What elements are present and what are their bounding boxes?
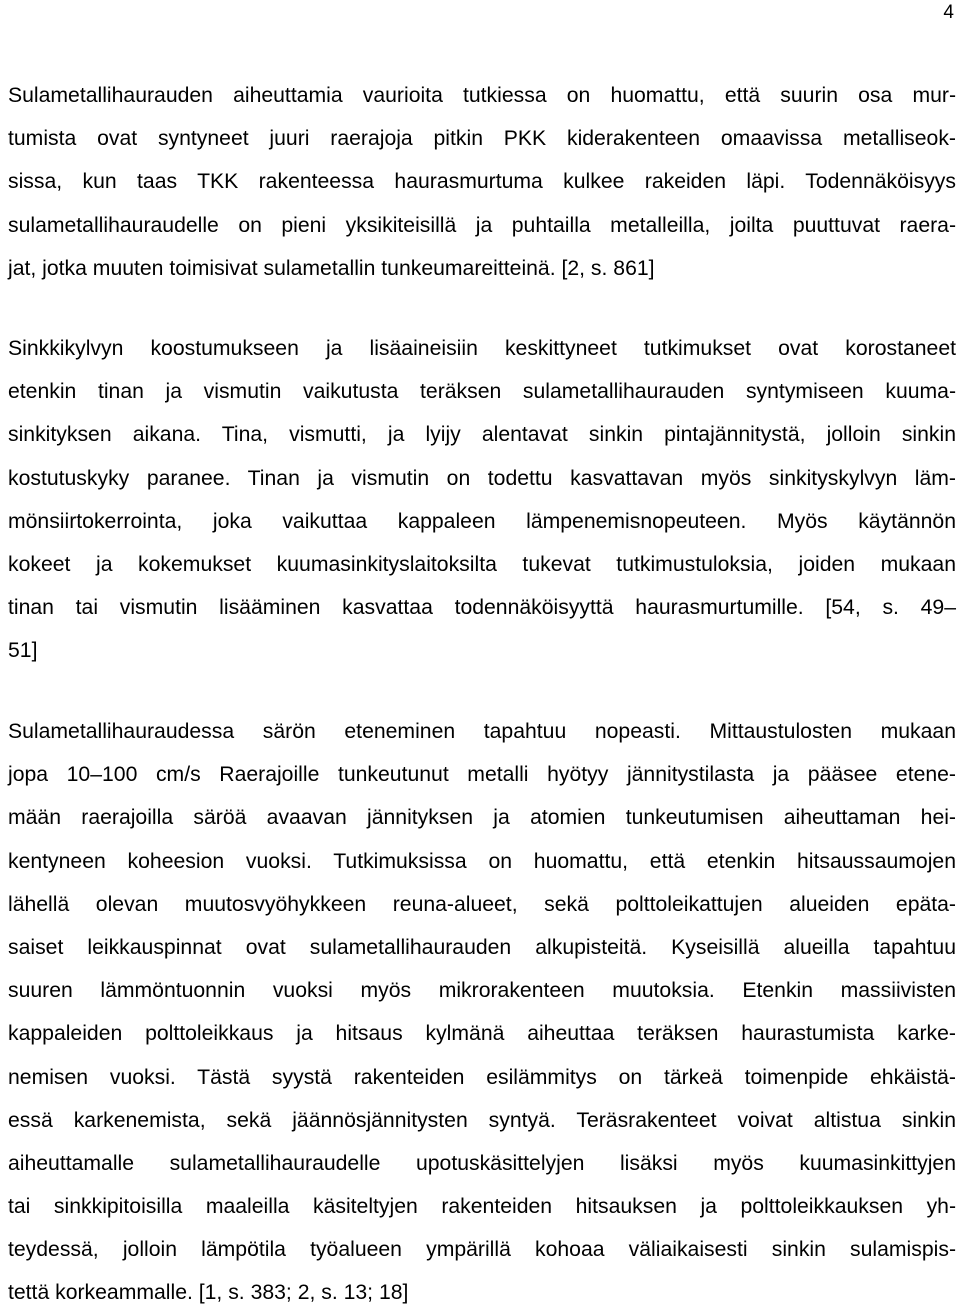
text-line: sissa, kun taas TKK rakenteessa haurasmurtuma kulkee rakeiden läpi. Todennäköisyys bbox=[8, 170, 956, 194]
text-line: kentyneen koheesion vuoksi. Tutkimuksissa on huomattu, että etenkin hitsaussaumojen bbox=[8, 849, 956, 873]
text-line: sulametallihauraudelle on pieni yksikiteisillä ja puhtailla metalleilla, joilta puuttuvat raera- bbox=[8, 213, 956, 237]
text-line: saiset leikkauspinnat ovat sulametallihaurauden alkupisteitä. Kyseisillä alueilla tapahtuu bbox=[8, 935, 956, 959]
text-line: kappaleiden polttoleikkaus ja hitsaus kylmänä aiheuttaa teräksen haurastumista karke- bbox=[8, 1022, 956, 1046]
paragraph-1 bbox=[8, 74, 956, 290]
text-line: jat, jotka muuten toimisivat sulametallin tunkeumareitteinä. [2, s. 861] bbox=[8, 256, 655, 280]
text-line: lähellä olevan muutosvyöhykkeen reuna-alueet, sekä polttoleikattujen alueiden epäta- bbox=[8, 892, 956, 916]
paragraph-2 bbox=[8, 327, 956, 673]
text-line: Sulametallihaurauden aiheuttamia vaurioita tutkiessa on huomattu, että suurin osa mur- bbox=[8, 84, 956, 107]
text-line: suuren lämmöntuonnin vuoksi myös mikrorakenteen muutoksia. Etenkin massiivisten bbox=[8, 979, 956, 1003]
text-line: essä karkenemista, sekä jäännösjännitysten syntyä. Teräsrakenteet voivat altistua sinkin bbox=[8, 1108, 956, 1132]
text-line: mään raerajoilla säröä avaavan jännityksen ja atomien tunkeutumisen aiheuttaman hei- bbox=[8, 806, 956, 830]
text-line: kokeet ja kokemukset kuumasinkityslaitoksilta tukevat tutkimustuloksia, joiden mukaan bbox=[8, 552, 956, 576]
text-line: etenkin tinan ja vismutin vaikutusta teräksen sulametallihaurauden syntymiseen kuuma- bbox=[8, 380, 956, 404]
text-line: tettä korkeammalle. [1, s. 383; 2, s. 13; 18] bbox=[8, 1281, 409, 1305]
text-line: teydessä, jolloin lämpötila työalueen ympärillä kohoaa väliaikaisesti sinkin sulamispis- bbox=[8, 1238, 956, 1262]
text-line: tumista ovat syntyneet juuri raerajoja pitkin PKK kiderakenteen omaavissa metalliseok- bbox=[8, 127, 956, 151]
text-line: Sulametallihauraudessa särön eteneminen tapahtuu nopeasti. Mittaustulosten mukaan bbox=[8, 720, 956, 743]
text-line: nemisen vuoksi. Tästä syystä rakenteiden esilämmitys on tärkeä toimenpide ehkäistä- bbox=[8, 1065, 956, 1089]
text-line: sinkityksen aikana. Tina, vismutti, ja lyijy alentavat sinkin pintajännitystä, jolloin sinkin bbox=[8, 423, 956, 447]
text-line: tai sinkkipitoisilla maaleilla käsiteltyjen rakenteiden hitsauksen ja polttoleikkauksen yh- bbox=[8, 1195, 956, 1219]
paragraph-3 bbox=[8, 710, 956, 1315]
text-line: jopa 10–100 cm/s Raerajoille tunkeutunut metalli hyötyy jännitystilasta ja pääsee etene- bbox=[8, 763, 956, 787]
text-line: tinan tai vismutin lisääminen kasvattaa todennäköisyyttä haurasmurtumille. [54, s. 49– bbox=[8, 596, 956, 620]
text-line: mönsiirtokerrointa, joka vaikuttaa kappaleen lämpenemisnopeuteen. Myös käytännön bbox=[8, 509, 956, 533]
text-line: aiheuttamalle sulametallihauraudelle upotuskäsittelyjen lisäksi myös kuumasinkittyjen bbox=[8, 1151, 956, 1175]
text-line: kostutuskyky paranee. Tinan ja vismutin on todettu kasvattavan myös sinkityskylvyn läm- bbox=[8, 466, 956, 490]
text-line: 51] bbox=[8, 639, 38, 663]
text-line: Sinkkikylvyn koostumukseen ja lisäaineisiin keskittyneet tutkimukset ovat korostaneet bbox=[8, 337, 956, 360]
page-number: 4 bbox=[943, 2, 954, 23]
